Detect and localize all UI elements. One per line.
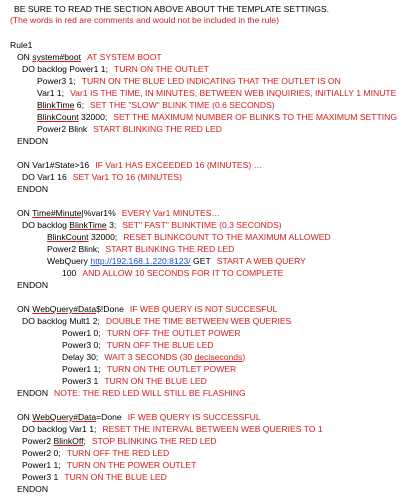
rule-line	[0, 124, 412, 134]
rule-line	[0, 352, 412, 362]
code-text: Power1 0;	[62, 328, 101, 338]
code-text: WebQuery	[47, 256, 91, 266]
rule-line	[0, 52, 412, 62]
rule-line	[0, 88, 412, 98]
code-text: DO backlog Mult1 2;	[22, 316, 100, 326]
comment-text: WAIT 3 SECONDS (30	[104, 352, 195, 362]
code-text: ON Var1#State>16	[17, 160, 90, 170]
comment-text: Var1 IS THE TIME, IN MINUTES, BETWEEN WEB INQUIRIES, INITIALLY 1 MINUTE	[70, 88, 397, 98]
code-text: BlinkTime	[37, 100, 75, 110]
code-text: Power3 1;	[37, 76, 76, 86]
code-text: BE SURE TO READ THE SECTION ABOVE ABOUT THE TEMPLATE SETTINGS.	[14, 4, 330, 14]
code-text: Power2 0;	[22, 448, 61, 458]
code-text: Power1 1;	[22, 460, 61, 470]
rule-line	[0, 112, 412, 122]
rule-line	[0, 64, 412, 74]
rule-line	[0, 160, 412, 170]
code-text: WebQuery#Data	[32, 412, 97, 422]
comment-text: START BLINKING THE RED LED	[105, 244, 235, 254]
code-text: ON	[17, 208, 33, 218]
code-text: DO Var1 16	[22, 172, 67, 182]
code-text: 100	[62, 268, 77, 278]
code-text: DO backlog Power1 1;	[22, 64, 108, 74]
rule-line	[0, 76, 412, 86]
rule-line	[0, 472, 412, 482]
rule-line	[0, 388, 412, 398]
code-text: BlinkTime	[69, 220, 107, 230]
comment-text: TURN OFF THE RED LED	[66, 448, 170, 458]
code-text: =Done	[96, 412, 122, 422]
comment-text: TURN ON THE BLUE LED	[64, 472, 167, 482]
code-text: Delay 30;	[62, 352, 99, 362]
comment-text: TURN OFF THE OUTLET POWER	[106, 328, 241, 338]
comment-text: AND ALLOW 10 SECONDS FOR IT TO COMPLETE	[82, 268, 284, 278]
code-text: 32000;	[88, 232, 118, 242]
code-text: Power2	[22, 436, 54, 446]
code-text: 3;	[106, 220, 117, 230]
code-text: Var1 1;	[37, 88, 65, 98]
code-text: ENDON	[17, 184, 49, 194]
rule-line	[0, 448, 412, 458]
comment-text: SET THE MAXIMUM NUMBER OF BLINKS TO THE MAXIMUM SETTING	[113, 112, 398, 122]
rule-line	[0, 364, 412, 374]
code-text: BlinkCount	[47, 232, 89, 242]
comment-text: IF WEB QUERY IS NOT SUCCESFUL	[129, 304, 278, 314]
code-text: WebQuery#Data	[32, 304, 97, 314]
rule-line	[0, 304, 412, 314]
rule-line	[0, 244, 412, 254]
comment-text: DOUBLE THE TIME BETWEEN WEB QUERIES	[105, 316, 292, 326]
code-text: ENDON	[17, 280, 49, 290]
rule-line	[0, 316, 412, 326]
code-text: ON	[17, 412, 33, 422]
code-text: Power3 1	[22, 472, 59, 482]
rule-line	[0, 340, 412, 350]
comment-text: START A WEB QUERY	[216, 256, 306, 266]
comment-text: TURN ON THE POWER OUTLET	[66, 460, 197, 470]
code-text: BlinkCount	[37, 112, 79, 122]
code-text: |%var1%	[81, 208, 116, 218]
rule-line	[0, 15, 412, 25]
comment-text: IF Var1 HAS EXCEEDED 16 (MINUTES) …	[95, 160, 263, 170]
rule-line	[0, 172, 412, 182]
code-text: Power2 Blink	[37, 124, 88, 134]
comment-text: EVERY Var1 MINUTES…	[121, 208, 221, 218]
comment-text: SET THE "SLOW" BLINK TIME (0.6 SECONDS)	[89, 100, 275, 110]
code-text: ENDON	[17, 484, 49, 494]
code-text: GET	[190, 256, 211, 266]
code-text: $!Done	[96, 304, 124, 314]
rule-line	[0, 100, 412, 110]
code-text: Power3 1	[62, 376, 99, 386]
comment-text: )	[242, 352, 246, 362]
comment-text: deciseconds	[194, 352, 243, 362]
rule-line	[0, 40, 412, 50]
rule-line	[0, 484, 412, 494]
code-text: Rule1	[10, 40, 33, 50]
code-text: Power3 0;	[62, 340, 101, 350]
code-text: ON	[17, 52, 33, 62]
code-text: system#boot	[32, 52, 82, 62]
code-text: ON	[17, 304, 33, 314]
comment-text: TURN OFF THE BLUE LED	[106, 340, 214, 350]
rule-line	[0, 424, 412, 434]
rule-line	[0, 460, 412, 470]
code-text: Time#Minute	[32, 208, 82, 218]
rule-line	[0, 412, 412, 422]
code-text: ENDON	[17, 388, 49, 398]
comment-text: SET" FAST" BLINKTIME (0.3 SECONDS)	[122, 220, 282, 230]
comment-text: (The words in red are comments and would not be included in the rule)	[10, 15, 279, 25]
comment-text: TURN ON THE OUTLET POWER	[106, 364, 237, 374]
web-query-link[interactable]: http://192.168.1.220:8123/	[90, 256, 191, 266]
rule-line	[0, 220, 412, 230]
code-text: ;	[83, 436, 86, 446]
code-text: DO backlog Var1 1;	[22, 424, 97, 434]
code-text: Power2 Blink;	[47, 244, 100, 254]
rule-line	[0, 436, 412, 446]
rule-line	[0, 268, 412, 278]
comment-text: RESET THE INTERVAL BETWEEN WEB QUERIES TO 1	[102, 424, 323, 434]
code-text: 6;	[74, 100, 84, 110]
comment-text: TURN ON THE BLUE LED INDICATING THAT THE OUTLET IS ON	[81, 76, 341, 86]
code-text: DO backlog	[22, 220, 70, 230]
rule-line	[0, 136, 412, 146]
code-text: 32000;	[78, 112, 108, 122]
code-text: Power1 1;	[62, 364, 101, 374]
comment-text: RESET BLINKCOUNT TO THE MAXIMUM ALLOWED	[123, 232, 331, 242]
rule-line	[0, 280, 412, 290]
rule-line	[0, 256, 412, 266]
comment-text: TURN ON THE BLUE LED	[104, 376, 207, 386]
rule-line	[0, 376, 412, 386]
code-text: ENDON	[17, 136, 49, 146]
rule-line	[0, 232, 412, 242]
rule-line	[0, 208, 412, 218]
rule-line	[0, 184, 412, 194]
code-text: BlinkOff	[53, 436, 84, 446]
comment-text: START BLINKING THE RED LED	[93, 124, 222, 134]
rule-line	[0, 4, 412, 14]
comment-text: NOTE: THE RED LED WILL STILL BE FLASHING	[54, 388, 246, 398]
comment-text: IF WEB QUERY IS SUCCESSFUL	[127, 412, 261, 422]
comment-text: STOP BLINKING THE RED LED	[91, 436, 217, 446]
comment-text: SET Var1 TO 16 (MINUTES)	[72, 172, 182, 182]
rule-line	[0, 328, 412, 338]
comment-text: TURN ON THE OUTLET	[113, 64, 209, 74]
comment-text: AT SYSTEM BOOT	[87, 52, 162, 62]
